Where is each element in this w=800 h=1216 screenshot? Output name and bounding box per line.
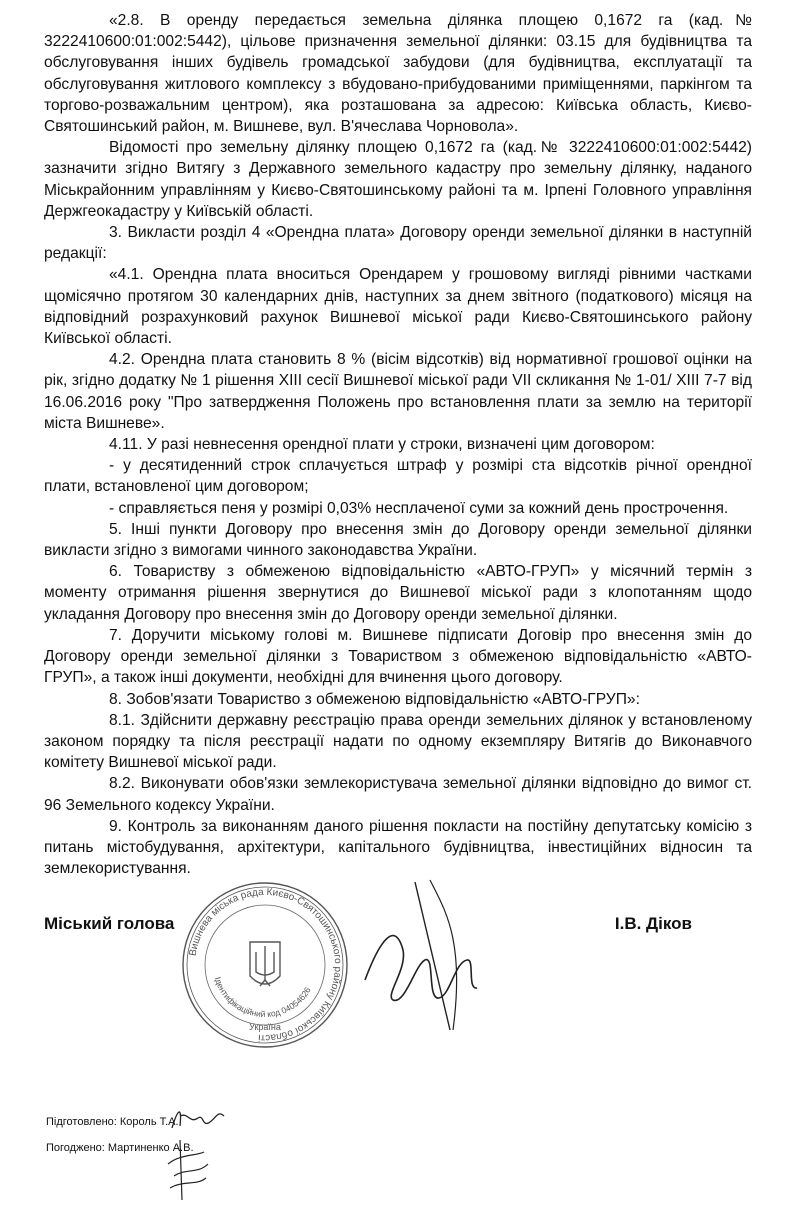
paragraph-4-2: 4.2. Орендна плата становить 8 % (вісім відсотків) від нормативної грошової оцінки на рік, згідно додатку № 1 рішення ХІІІ сесії Вишневої міської ради VII скликання № 1-01/ ХІІІ 7-7 від 16.06.2016 року "Про затвердження Положень про встановлення плати за землю на території міста Вишневе». <box>44 351 752 432</box>
svg-text:Україна: Україна <box>249 1022 281 1032</box>
paragraph-8-1: 8.1. Здійснити державну реєстрацію права оренди земельних ділянок у встановленому законом порядку та після реєстрації надати по одному екземпляру Витягів до Виконавчого комітету Вишневої міської ради. <box>44 711 752 772</box>
paragraph-fine: - у десятиденний строк сплачується штраф у розмірі ста відсотків річної орендної плати, встановленої цим договором; <box>44 457 752 496</box>
paragraph-7: 7. Доручити міському голові м. Вишневе підписати Договір про внесення змін до Договору оренди земельної ділянки з Товариством з обмеженою відповідальністю «АВТО-ГРУП», а також інші документи, необхідні для вчинення цього договору. <box>44 626 752 687</box>
prepared-by: Підготовлено: Король Т.А. <box>46 1116 179 1128</box>
paragraph-penalty: - справляється пеня у розмірі 0,03% несплаченої суми за кожний день прострочення. <box>109 499 729 517</box>
paragraph-9: 9. Контроль за виконанням даного рішення покласти на постійну депутатську комісію з питань містобудування, архітектури, капітального будівництва, інвестиційних відносин та землекористування. <box>44 817 752 878</box>
svg-text:Ідентифікаційний код 04054626: Ідентифікаційний код 04054626 <box>212 975 313 1020</box>
mayor-title: Міський голова <box>44 914 175 933</box>
paragraph-8-2: 8.2. Виконувати обов'язки землекористувача земельної ділянки відповідно до вимог ст. 96 Земельного кодексу України. <box>44 775 752 814</box>
mayor-name: І.В. Діков <box>614 914 692 933</box>
approver-signature <box>160 1134 215 1204</box>
svg-text:Вишнева міська рада Києво-Свят: Вишнева міська рада Києво-Святошинського району Київської області <box>187 886 344 1044</box>
mayor-signature <box>355 870 485 1040</box>
paragraph-5: 5. Інші пункти Договору про внесення змін до Договору оренди земельної ділянки викласти згідно з вимогами чинного законодавства України. <box>44 520 752 560</box>
preparer-signature <box>168 1102 228 1136</box>
paragraph-8: 8. Зобов'язати Товариство з обмеженою відповідальністю «АВТО-ГРУП»: <box>109 690 640 708</box>
signature-row <box>44 913 692 943</box>
paragraph-4-11: 4.11. У разі невнесення орендної плати у строки, визначені цим договором: <box>109 436 655 454</box>
paragraph-3: 3. Викласти розділ 4 «Орендна плата» Договору оренди земельної ділянки в наступній редакції: <box>44 224 752 263</box>
paragraph-6: 6. Товариству з обмеженою відповідальністю «АВТО-ГРУП» у місячний термін з моменту отримання рішення звернутися до Вишневої міської ради з клопотанням щодо укладання Договору про внесення змін до Договору оренди земельної ділянки. <box>44 563 752 623</box>
paragraph-cadastre-info: Відомості про земельну ділянку площею 0,1672 га (кад.№ 3222410600:01:002:5442) зазначити згідно Витягу з Державного земельного кадастру про земельну ділянку, наданого Міськрайонним управлінням у Києво-Святошинському районі та м. Ірпені Головного управління Держгеокадастру у Київській області. <box>44 139 752 220</box>
document-body <box>44 10 752 879</box>
official-seal <box>180 880 350 1050</box>
paragraph-4-1: «4.1. Орендна плата вноситься Орендарем у грошовому вигляді рівними частками щомісячно протягом 30 календарних днів, наступних за днем звітного (податкового) місяця на відповідний розрахунковий рахунок Вишневої міської ради Києво-Святошинського району Київської області. <box>44 266 752 348</box>
trident-icon <box>250 942 280 986</box>
paragraph-2-8: «2.8. В оренду передається земельна ділянка площею 0,1672 га (кад.№ 3222410600:01:002:5442), цільове призначення земельної ділянки: 03.15 для будівництва та обслуговування інших будівель громадської забудови (для будівництва, експлуатації та обслуговування житлового комплексу з вбудовано-прибудованими приміщеннями, паркінгом та торгово-розважальним центром), яка розташована за адресою: Київська область, Києво-Святошинський район, м. Вишневе, вул. В'ячеслава Чорновола». <box>44 12 752 136</box>
agreed-by: Погоджено: Мартиненко А.В. <box>46 1142 194 1154</box>
